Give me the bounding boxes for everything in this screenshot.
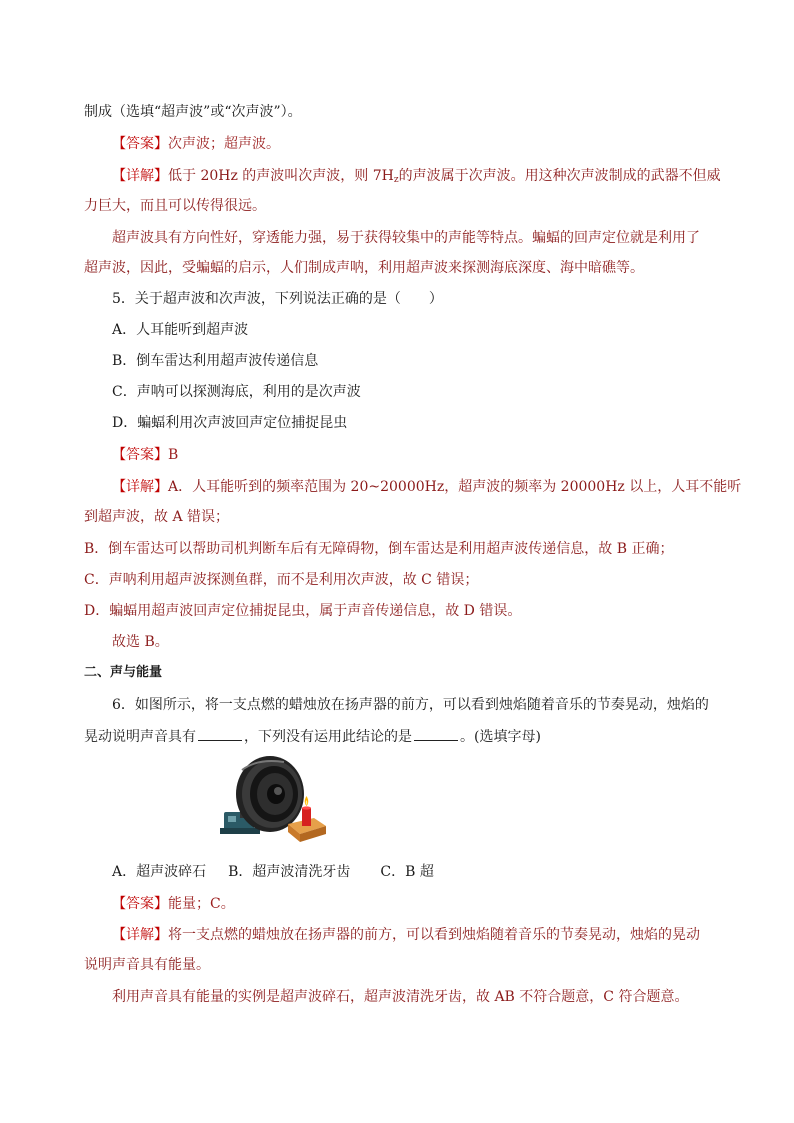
detail-tag: 【详解】 <box>112 927 168 943</box>
answer-text: 能量；C。 <box>168 896 235 912</box>
q5-option-c: C．声呐可以探测海底，利用的是次声波 <box>112 384 361 400</box>
q6-detail-line-3: 利用声音具有能量的实例是超声波碎石，超声波清洗牙齿，故 AB 不符合题意，C 符合题意。 <box>112 989 689 1005</box>
detail-text: 的声波属于次声波。用这种次声波制成的武器不但威 <box>398 168 721 184</box>
q5-detail-line-2: 到超声波，故 A 错误； <box>84 509 230 525</box>
detail-tag: 【详解】 <box>112 168 168 184</box>
answer-text: 次声波；超声波。 <box>168 136 280 152</box>
q4-detail-line-1 <box>112 166 721 190</box>
answer-tag: 【答案】 <box>112 447 168 463</box>
q5-detail-line-1 <box>112 477 741 497</box>
q6-answer <box>112 894 235 914</box>
answer-tag: 【答案】 <box>112 896 168 912</box>
detail-text: 低于 20Hz 的声波叫次声波，则 7H <box>168 168 394 184</box>
q5-option-d: D．蝙蝠利用次声波回声定位捕捉昆虫 <box>112 415 348 431</box>
detail-tag: 【详解】 <box>112 479 168 495</box>
q6-detail-line-2: 说明声音具有能量。 <box>84 957 210 973</box>
q4-tail-text: 制成（选填“超声波”或“次声波”）。 <box>84 104 302 120</box>
q5-conclusion: 故选 B。 <box>112 634 169 650</box>
stem-text: 。(选填字母) <box>460 729 541 745</box>
q6-options <box>112 862 434 882</box>
q6-option-a: A．超声波碎石 <box>112 864 207 880</box>
q4-detail-para2-line-1: 超声波具有方向性好，穿透能力强，易于获得较集中的声能等特点。蝙蝠的回声定位就是利用了 <box>112 230 700 246</box>
q4-detail-line-2: 力巨大，而且可以传得很远。 <box>84 198 266 214</box>
q5-option-b: B．倒车雷达利用超声波传递信息 <box>112 353 319 369</box>
q6-stem-line-2 <box>84 726 541 747</box>
q5-option-a: A．人耳能听到超声波 <box>112 322 249 338</box>
answer-tag: 【答案】 <box>112 136 168 152</box>
q4-answer <box>112 134 280 154</box>
q5-detail-line-4: C．声呐利用超声波探测鱼群，而不是利用次声波，故 C 错误； <box>84 572 479 588</box>
q4-detail-para2-line-2: 超声波，因此，受蝙蝠的启示，人们制成声呐，利用超声波来探测海底深度、海中暗礁等。 <box>84 260 644 276</box>
q6-option-c: C．B 超 <box>380 864 434 880</box>
q6-option-b: B．超声波清洗牙齿 <box>228 864 351 880</box>
q5-detail-line-5: D．蝙蝠用超声波回声定位捕捉昆虫，属于声音传递信息，故 D 错误。 <box>84 603 522 619</box>
q6-stem-line-1: 6．如图所示，将一支点燃的蜡烛放在扬声器的前方，可以看到烛焰随着音乐的节奏晃动，烛焰的 <box>112 697 709 713</box>
q6-detail-line-1 <box>112 925 700 945</box>
speaker-candle-illustration <box>218 754 328 844</box>
speaker-icon <box>236 756 304 832</box>
stem-text: ，下列没有运用此结论的是 <box>244 729 412 745</box>
section-title: 二、声与能量 <box>84 665 163 680</box>
subscript: z <box>393 175 399 185</box>
stem-text: 晃动说明声音具有 <box>84 729 196 745</box>
answer-blank <box>198 726 242 741</box>
q5-answer <box>112 445 178 465</box>
q5-detail-line-3: B．倒车雷达可以帮助司机判断车后有无障碍物，倒车雷达是利用超声波传递信息，故 B 正确； <box>84 541 674 557</box>
detail-text: 将一支点燃的蜡烛放在扬声器的前方，可以看到烛焰随着音乐的节奏晃动，烛焰的晃动 <box>168 927 700 943</box>
answer-text: B <box>168 447 179 463</box>
detail-text: A．人耳能听到的频率范围为 20~20000Hz，超声波的频率为 20000Hz 以上，人耳不能听 <box>168 479 742 495</box>
q5-stem: 5．关于超声波和次声波，下列说法正确的是（ ） <box>112 291 443 307</box>
answer-blank <box>414 726 458 741</box>
